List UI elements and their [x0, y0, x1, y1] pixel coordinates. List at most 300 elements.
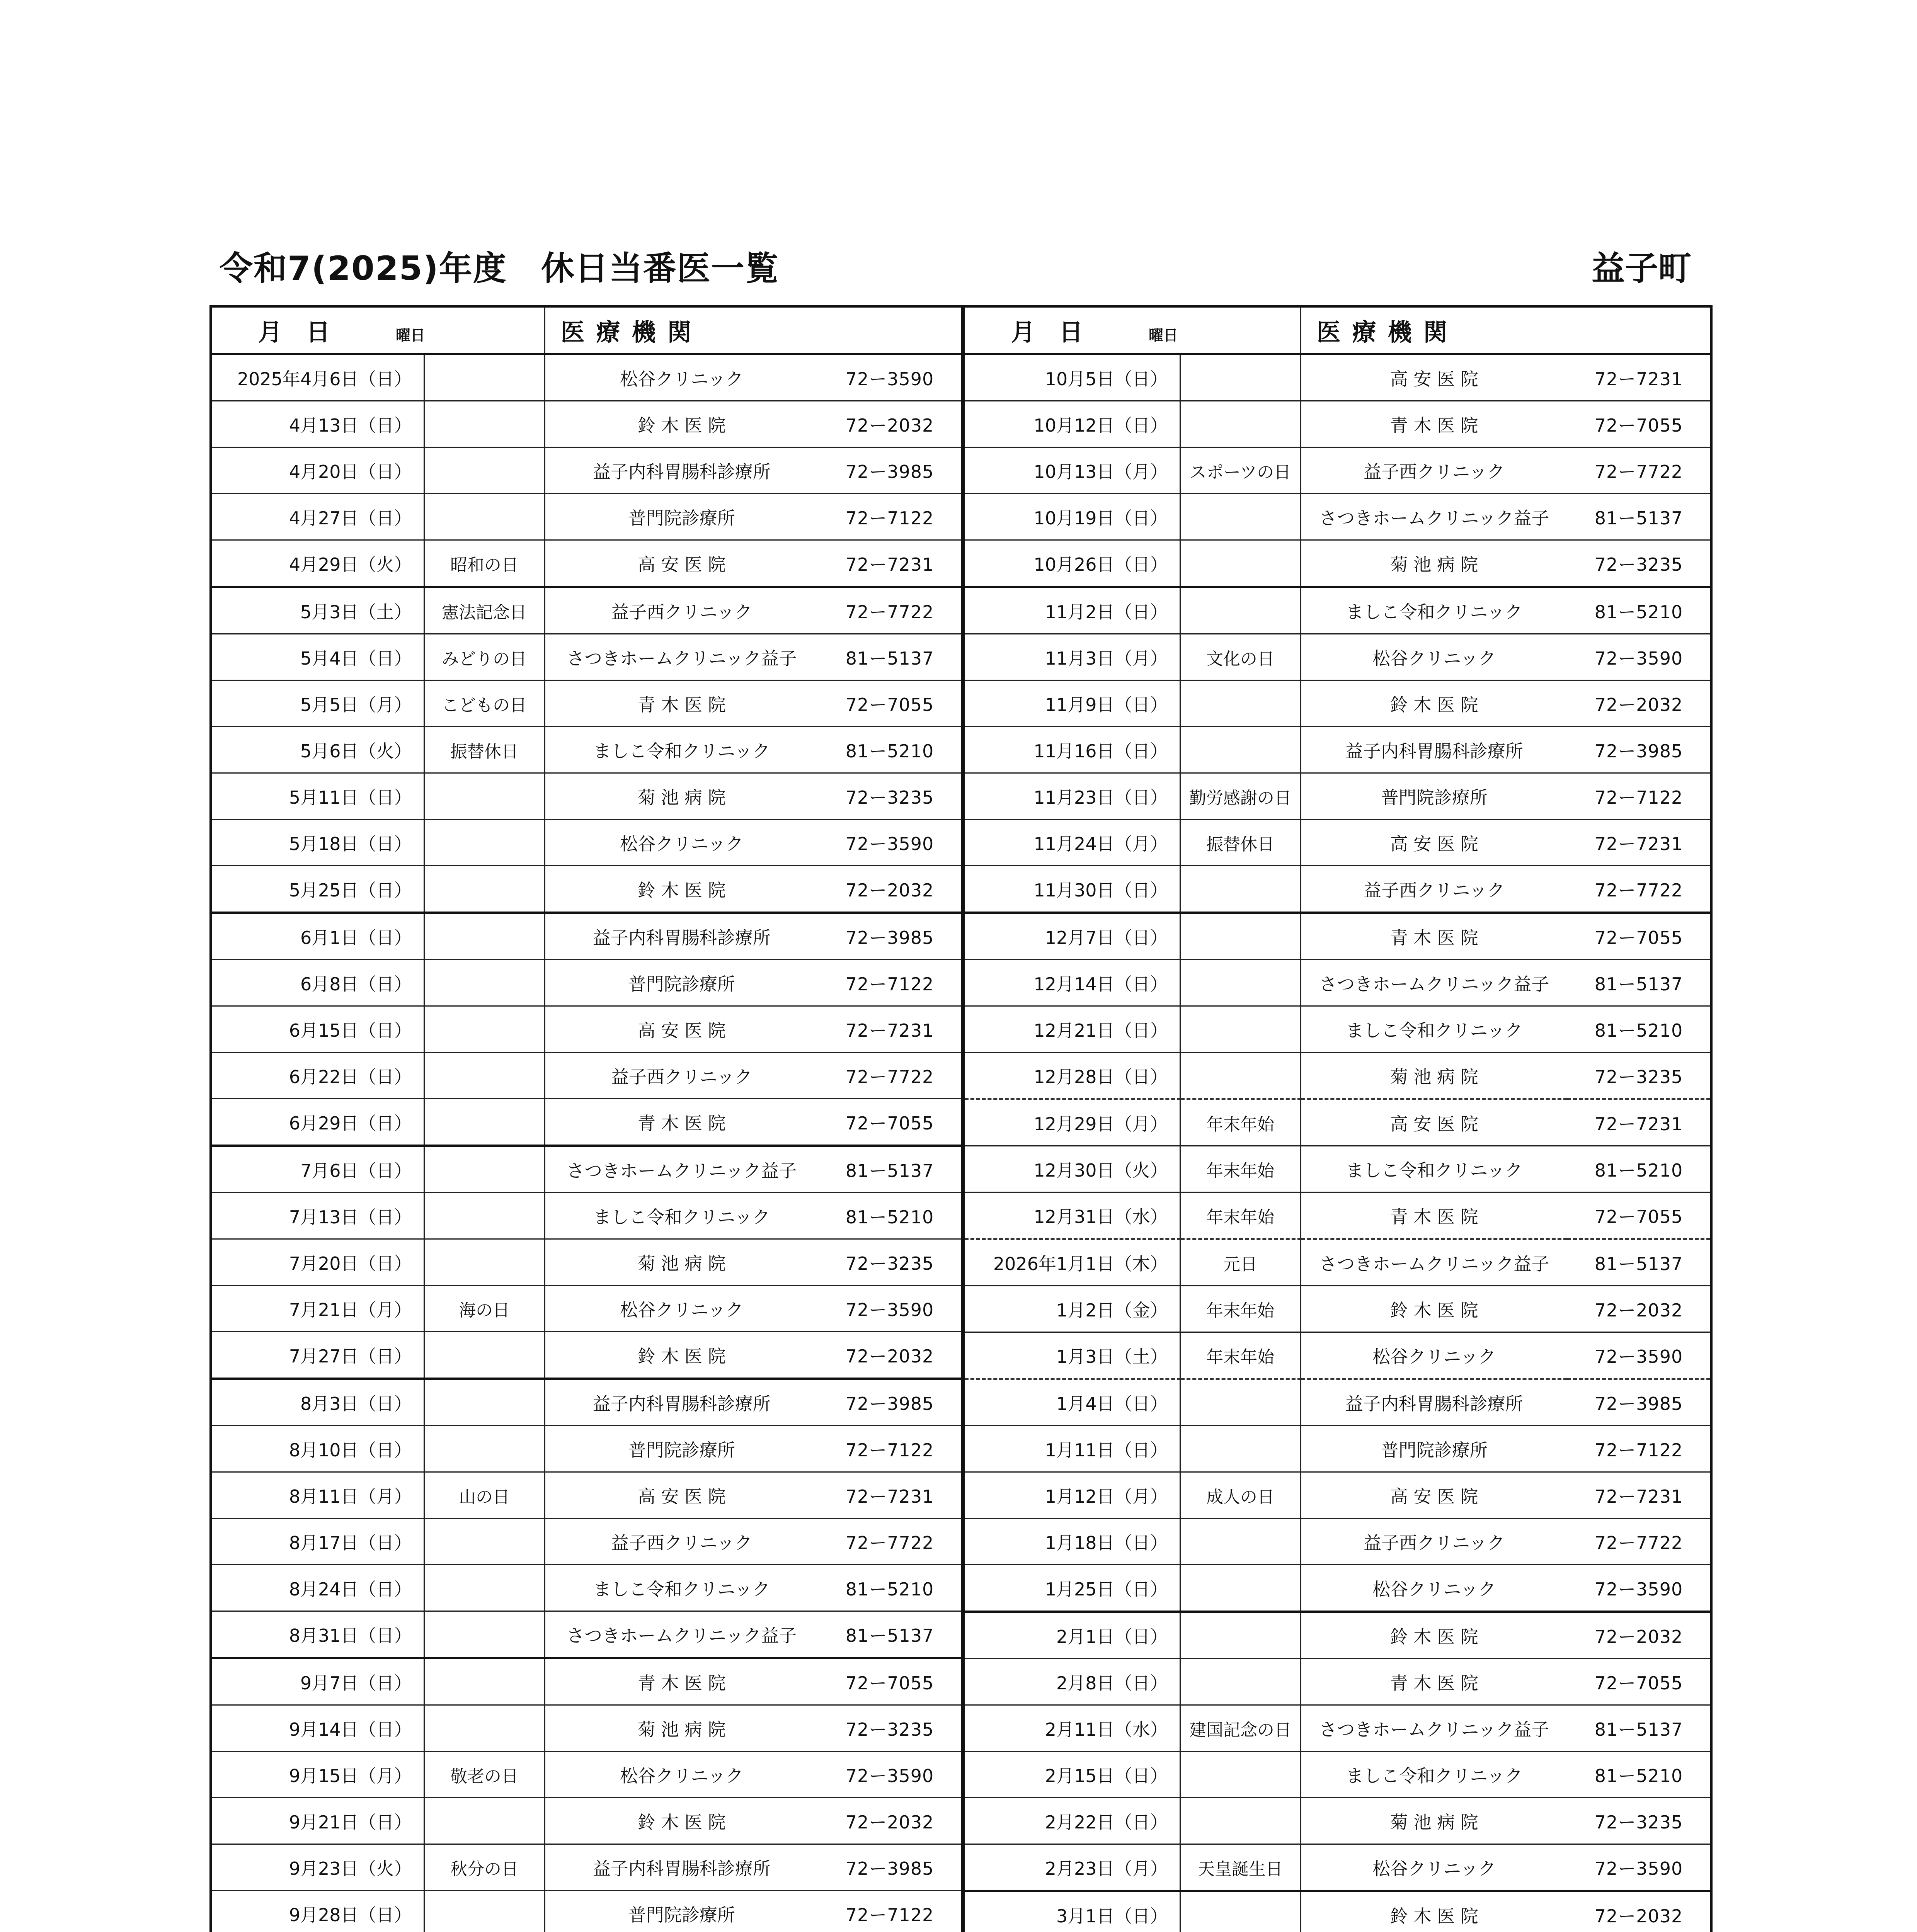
date-cell: 9月28日（日）	[211, 1891, 424, 1932]
holiday-cell: 年末年始	[1180, 1099, 1301, 1146]
tel-cell: 72ー2032	[1567, 1891, 1711, 1932]
tel-cell: 72ー3590	[818, 1752, 962, 1798]
table-row	[964, 494, 1711, 540]
tel-cell: 72ー2032	[818, 1332, 962, 1379]
table-row	[211, 1006, 962, 1053]
table-row	[964, 1426, 1711, 1472]
institution-cell: さつきホームクリニック益子	[545, 634, 818, 680]
institution-cell: 益子西クリニック	[1301, 1519, 1567, 1565]
tel-cell: 72ー3590	[818, 820, 962, 866]
institution-cell: 鈴 木 医 院	[545, 1332, 818, 1379]
institution-cell: 菊 池 病 院	[545, 773, 818, 820]
institution-cell: 青 木 医 院	[1301, 913, 1567, 960]
date-cell: 10月5日（日）	[964, 354, 1180, 401]
table-row	[964, 1659, 1711, 1705]
date-cell: 9月23日（火）	[211, 1844, 424, 1891]
table-row	[211, 1472, 962, 1519]
institution-cell: 普門院診療所	[545, 494, 818, 540]
institution-cell: ましこ令和クリニック	[545, 727, 818, 773]
holiday-cell	[1180, 1006, 1301, 1053]
date-cell: 7月6日（日）	[211, 1146, 424, 1193]
table-row	[211, 820, 962, 866]
table-row	[211, 1332, 962, 1379]
tel-cell: 72ー7122	[818, 960, 962, 1006]
tel-cell: 81ー5210	[1567, 1146, 1711, 1192]
tel-cell: 72ー3235	[1567, 540, 1711, 587]
date-cell: 5月6日（火）	[211, 727, 424, 773]
table-row	[964, 540, 1711, 587]
date-cell: 1月25日（日）	[964, 1565, 1180, 1612]
table-row	[964, 1146, 1711, 1192]
date-cell: 6月8日（日）	[211, 960, 424, 1006]
date-cell: 9月14日（日）	[211, 1705, 424, 1752]
institution-cell: 高 安 医 院	[545, 1472, 818, 1519]
holiday-cell: 憲法記念日	[424, 587, 545, 634]
holiday-cell	[424, 1426, 545, 1472]
date-cell: 1月4日（日）	[964, 1379, 1180, 1426]
table-row	[211, 1844, 962, 1891]
table-row	[964, 1752, 1711, 1798]
table-row	[964, 1472, 1711, 1519]
tel-cell: 72ー3985	[1567, 1379, 1711, 1426]
holiday-cell: 振替休日	[424, 727, 545, 773]
schedule-table-left	[209, 305, 964, 1932]
tel-cell: 72ー7231	[1567, 354, 1711, 401]
holiday-cell	[1180, 1612, 1301, 1659]
tel-cell: 72ー7231	[818, 1472, 962, 1519]
holiday-cell: 海の日	[424, 1286, 545, 1332]
institution-cell: さつきホームクリニック益子	[545, 1146, 818, 1193]
institution-cell: 益子西クリニック	[1301, 447, 1567, 494]
institution-cell: さつきホームクリニック益子	[1301, 1239, 1567, 1286]
tel-cell: 72ー7055	[1567, 913, 1711, 960]
holiday-cell	[424, 1332, 545, 1379]
table-row	[964, 1192, 1711, 1239]
holiday-cell	[1180, 401, 1301, 447]
table-row	[211, 1099, 962, 1146]
date-cell: 6月22日（日）	[211, 1053, 424, 1099]
date-cell: 11月24日（月）	[964, 820, 1180, 866]
institution-cell: 益子内科胃腸科診療所	[545, 1844, 818, 1891]
table-row	[211, 1239, 962, 1286]
holiday-cell	[424, 1193, 545, 1239]
date-cell: 3月1日（日）	[964, 1891, 1180, 1932]
town-name: 益子町	[1592, 249, 1691, 288]
table-row	[211, 540, 962, 587]
date-cell: 12月21日（日）	[964, 1006, 1180, 1053]
table-header-row	[211, 306, 962, 354]
table-row	[211, 680, 962, 727]
tel-cell: 81ー5137	[818, 1146, 962, 1193]
table-row	[211, 773, 962, 820]
tel-cell: 72ー7231	[1567, 1472, 1711, 1519]
holiday-cell	[424, 1146, 545, 1193]
holiday-cell	[1180, 727, 1301, 773]
holiday-cell: 天皇誕生日	[1180, 1844, 1301, 1891]
table-row	[964, 1053, 1711, 1099]
holiday-cell: みどりの日	[424, 634, 545, 680]
holiday-cell	[424, 1519, 545, 1565]
institution-cell: 普門院診療所	[1301, 1426, 1567, 1472]
holiday-cell	[1180, 1752, 1301, 1798]
header-month-day	[964, 306, 1301, 354]
institution-cell: 松谷クリニック	[1301, 1565, 1567, 1612]
tel-cell: 72ー7722	[818, 1053, 962, 1099]
tel-cell: 72ー3985	[818, 913, 962, 960]
institution-cell: 松谷クリニック	[1301, 1332, 1567, 1379]
institution-cell: 松谷クリニック	[545, 1286, 818, 1332]
table-row	[211, 1053, 962, 1099]
table-row	[964, 1705, 1711, 1752]
table-row	[964, 1798, 1711, 1844]
holiday-cell: 建国記念の日	[1180, 1705, 1301, 1752]
holiday-cell	[424, 1611, 545, 1658]
tel-cell: 81ー5137	[1567, 494, 1711, 540]
date-cell: 8月11日（月）	[211, 1472, 424, 1519]
holiday-cell	[424, 494, 545, 540]
holiday-cell	[1180, 1426, 1301, 1472]
date-cell: 11月30日（日）	[964, 866, 1180, 913]
tel-cell: 72ー3590	[818, 354, 962, 401]
tel-cell: 72ー7122	[818, 1426, 962, 1472]
date-cell: 11月2日（日）	[964, 587, 1180, 634]
tel-cell: 72ー3590	[818, 1286, 962, 1332]
institution-cell: ましこ令和クリニック	[545, 1565, 818, 1611]
holiday-cell	[424, 773, 545, 820]
tel-cell: 72ー7231	[1567, 820, 1711, 866]
table-row	[964, 1565, 1711, 1612]
table-row	[211, 401, 962, 447]
institution-cell: ましこ令和クリニック	[1301, 1006, 1567, 1053]
page-title: 令和7(2025)年度 休日当番医一覧	[220, 249, 779, 288]
date-cell: 2月8日（日）	[964, 1659, 1180, 1705]
holiday-cell	[424, 401, 545, 447]
table-row	[964, 447, 1711, 494]
date-cell: 2月11日（水）	[964, 1705, 1180, 1752]
table-row	[964, 680, 1711, 727]
holiday-cell	[424, 913, 545, 960]
institution-cell: ましこ令和クリニック	[545, 1193, 818, 1239]
date-cell: 4月20日（日）	[211, 447, 424, 494]
date-cell: 12月30日（火）	[964, 1146, 1180, 1192]
tel-cell: 72ー7122	[1567, 773, 1711, 820]
holiday-cell	[424, 1053, 545, 1099]
holiday-cell	[1180, 540, 1301, 587]
date-cell: 11月3日（月）	[964, 634, 1180, 680]
table-row	[211, 494, 962, 540]
holiday-cell: 年末年始	[1180, 1332, 1301, 1379]
holiday-cell	[1180, 1565, 1301, 1612]
table-row	[211, 1658, 962, 1705]
institution-cell: 高 安 医 院	[1301, 1472, 1567, 1519]
date-cell: 2月1日（日）	[964, 1612, 1180, 1659]
holiday-cell: 元日	[1180, 1239, 1301, 1286]
table-row	[211, 1519, 962, 1565]
holiday-cell: 成人の日	[1180, 1472, 1301, 1519]
table-row	[211, 1426, 962, 1472]
tel-cell: 81ー5137	[1567, 960, 1711, 1006]
table-row	[211, 913, 962, 960]
table-row	[964, 866, 1711, 913]
tel-cell: 81ー5210	[1567, 587, 1711, 634]
table-row	[211, 960, 962, 1006]
table-row	[211, 1286, 962, 1332]
tel-cell: 72ー3235	[1567, 1053, 1711, 1099]
holiday-cell	[424, 1658, 545, 1705]
date-cell: 4月29日（火）	[211, 540, 424, 587]
tel-cell: 81ー5137	[1567, 1705, 1711, 1752]
table-row	[964, 587, 1711, 634]
date-cell: 12月29日（月）	[964, 1099, 1180, 1146]
tel-cell: 72ー3235	[1567, 1798, 1711, 1844]
holiday-cell	[1180, 1891, 1301, 1932]
date-cell: 6月15日（日）	[211, 1006, 424, 1053]
date-cell: 4月27日（日）	[211, 494, 424, 540]
tel-cell: 72ー7055	[1567, 1659, 1711, 1705]
date-cell: 5月25日（日）	[211, 866, 424, 913]
table-row	[211, 1379, 962, 1426]
holiday-cell	[1180, 680, 1301, 727]
date-cell: 10月26日（日）	[964, 540, 1180, 587]
table-row	[211, 1752, 962, 1798]
date-cell: 5月5日（月）	[211, 680, 424, 727]
tel-cell: 72ー2032	[1567, 1612, 1711, 1659]
table-row	[964, 401, 1711, 447]
holiday-cell: 年末年始	[1180, 1146, 1301, 1192]
tel-cell: 81ー5137	[818, 1611, 962, 1658]
table-row	[964, 634, 1711, 680]
holiday-cell	[424, 447, 545, 494]
institution-cell: 益子内科胃腸科診療所	[545, 913, 818, 960]
table-row	[964, 1379, 1711, 1426]
holiday-cell	[424, 1099, 545, 1146]
institution-cell: 青 木 医 院	[545, 1658, 818, 1705]
institution-cell: 益子西クリニック	[545, 1519, 818, 1565]
holiday-cell	[424, 1379, 545, 1426]
tel-cell: 72ー7231	[818, 1006, 962, 1053]
institution-cell: 菊 池 病 院	[545, 1239, 818, 1286]
holiday-cell	[1180, 1659, 1301, 1705]
institution-cell: 松谷クリニック	[545, 1752, 818, 1798]
table-row	[211, 866, 962, 913]
table-row	[211, 1565, 962, 1611]
holiday-cell	[1180, 1379, 1301, 1426]
table-header-row	[964, 306, 1711, 354]
institution-cell: 松谷クリニック	[545, 820, 818, 866]
tel-cell: 72ー7231	[818, 540, 962, 587]
holiday-cell	[424, 1006, 545, 1053]
date-cell: 7月21日（月）	[211, 1286, 424, 1332]
holiday-cell	[424, 1565, 545, 1611]
date-cell: 10月13日（月）	[964, 447, 1180, 494]
tel-cell: 72ー7055	[818, 1658, 962, 1705]
tel-cell: 72ー3235	[818, 1705, 962, 1752]
table-row	[964, 1286, 1711, 1332]
table-row	[211, 447, 962, 494]
tel-cell: 72ー3985	[1567, 727, 1711, 773]
tel-cell: 81ー5210	[1567, 1006, 1711, 1053]
tel-cell: 72ー3985	[818, 1844, 962, 1891]
table-row	[964, 913, 1711, 960]
tel-cell: 72ー7722	[1567, 447, 1711, 494]
table-row	[964, 1612, 1711, 1659]
tel-cell: 81ー5210	[818, 1565, 962, 1611]
holiday-cell	[424, 1705, 545, 1752]
institution-cell: 益子西クリニック	[545, 587, 818, 634]
holiday-cell	[1180, 1519, 1301, 1565]
holiday-cell: 年末年始	[1180, 1192, 1301, 1239]
holiday-cell: 勤労感謝の日	[1180, 773, 1301, 820]
table-row	[964, 1519, 1711, 1565]
tel-cell: 72ー3985	[818, 1379, 962, 1426]
institution-cell: 普門院診療所	[1301, 773, 1567, 820]
date-cell: 12月7日（日）	[964, 913, 1180, 960]
institution-cell: 鈴 木 医 院	[545, 1798, 818, 1844]
holiday-cell	[1180, 960, 1301, 1006]
date-cell: 8月10日（日）	[211, 1426, 424, 1472]
institution-cell: 普門院診療所	[545, 1426, 818, 1472]
table-row	[964, 773, 1711, 820]
date-cell: 12月28日（日）	[964, 1053, 1180, 1099]
institution-cell: 松谷クリニック	[545, 354, 818, 401]
institution-cell: 青 木 医 院	[545, 680, 818, 727]
institution-cell: 益子内科胃腸科診療所	[1301, 727, 1567, 773]
institution-cell: 菊 池 病 院	[1301, 1798, 1567, 1844]
institution-cell: 高 安 医 院	[545, 540, 818, 587]
institution-cell: さつきホームクリニック益子	[1301, 1705, 1567, 1752]
header-month-day	[211, 306, 545, 354]
date-cell: 1月12日（月）	[964, 1472, 1180, 1519]
date-cell: 10月12日（日）	[964, 401, 1180, 447]
tel-cell: 72ー3590	[1567, 1844, 1711, 1891]
date-cell: 11月23日（日）	[964, 773, 1180, 820]
tel-cell: 72ー3590	[1567, 634, 1711, 680]
date-cell: 10月19日（日）	[964, 494, 1180, 540]
header-weekday-label: 曜日	[1149, 327, 1178, 344]
tel-cell: 72ー7055	[818, 1099, 962, 1146]
tel-cell: 72ー2032	[818, 866, 962, 913]
date-cell: 1月11日（日）	[964, 1426, 1180, 1472]
date-cell: 5月4日（日）	[211, 634, 424, 680]
table-row	[964, 1332, 1711, 1379]
date-cell: 2月15日（日）	[964, 1752, 1180, 1798]
institution-cell: 高 安 医 院	[1301, 354, 1567, 401]
institution-cell: 松谷クリニック	[1301, 1844, 1567, 1891]
table-row	[964, 1006, 1711, 1053]
institution-cell: 青 木 医 院	[1301, 1192, 1567, 1239]
holiday-cell	[424, 1798, 545, 1844]
date-cell: 8月24日（日）	[211, 1565, 424, 1611]
holiday-cell: 昭和の日	[424, 540, 545, 587]
tel-cell: 81ー5210	[818, 727, 962, 773]
holiday-cell	[1180, 1798, 1301, 1844]
holiday-cell	[1180, 1053, 1301, 1099]
table-row	[211, 587, 962, 634]
tel-cell: 72ー7122	[818, 1891, 962, 1932]
institution-cell: さつきホームクリニック益子	[1301, 494, 1567, 540]
table-row	[211, 354, 962, 401]
holiday-cell	[1180, 866, 1301, 913]
table-row	[211, 1146, 962, 1193]
institution-cell: 鈴 木 医 院	[1301, 680, 1567, 727]
tel-cell: 72ー7055	[818, 680, 962, 727]
institution-cell: ましこ令和クリニック	[1301, 1146, 1567, 1192]
holiday-cell	[1180, 354, 1301, 401]
table-row	[964, 1239, 1711, 1286]
institution-cell: 高 安 医 院	[1301, 820, 1567, 866]
date-cell: 1月18日（日）	[964, 1519, 1180, 1565]
table-row	[211, 727, 962, 773]
holiday-cell	[1180, 587, 1301, 634]
institution-cell: 高 安 医 院	[1301, 1099, 1567, 1146]
holiday-cell	[424, 1891, 545, 1932]
header-month-day-label: 月 日	[258, 318, 330, 346]
table-row	[964, 820, 1711, 866]
date-cell: 5月18日（日）	[211, 820, 424, 866]
institution-cell: 普門院診療所	[545, 960, 818, 1006]
tel-cell: 72ー7055	[1567, 401, 1711, 447]
table-row	[211, 1705, 962, 1752]
holiday-cell	[424, 866, 545, 913]
tel-cell: 72ー7722	[1567, 1519, 1711, 1565]
date-cell: 2026年1月1日（木）	[964, 1239, 1180, 1286]
holiday-cell: 振替休日	[1180, 820, 1301, 866]
header-weekday-label: 曜日	[396, 327, 426, 344]
holiday-cell: スポーツの日	[1180, 447, 1301, 494]
institution-cell: 鈴 木 医 院	[1301, 1286, 1567, 1332]
table-row	[964, 1099, 1711, 1146]
tel-cell: 81ー5210	[818, 1193, 962, 1239]
date-cell: 5月3日（土）	[211, 587, 424, 634]
date-cell: 8月31日（日）	[211, 1611, 424, 1658]
date-cell: 12月14日（日）	[964, 960, 1180, 1006]
table-row	[211, 1891, 962, 1932]
holiday-cell	[1180, 913, 1301, 960]
date-cell: 5月11日（日）	[211, 773, 424, 820]
date-cell: 1月3日（土）	[964, 1332, 1180, 1379]
table-row	[964, 727, 1711, 773]
holiday-cell: 年末年始	[1180, 1286, 1301, 1332]
table-row	[211, 1798, 962, 1844]
date-cell: 9月15日（月）	[211, 1752, 424, 1798]
tel-cell: 81ー5137	[1567, 1239, 1711, 1286]
institution-cell: 鈴 木 医 院	[1301, 1891, 1567, 1932]
date-cell: 1月2日（金）	[964, 1286, 1180, 1332]
tel-cell: 72ー2032	[818, 401, 962, 447]
date-cell: 2月22日（日）	[964, 1798, 1180, 1844]
date-cell: 7月13日（日）	[211, 1193, 424, 1239]
date-cell: 8月3日（日）	[211, 1379, 424, 1426]
tel-cell: 72ー2032	[1567, 1286, 1711, 1332]
holiday-cell: 敬老の日	[424, 1752, 545, 1798]
institution-cell: さつきホームクリニック益子	[1301, 960, 1567, 1006]
date-cell: 12月31日（水）	[964, 1192, 1180, 1239]
tel-cell: 72ー3590	[1567, 1332, 1711, 1379]
table-row	[964, 1844, 1711, 1891]
tel-cell: 72ー2032	[818, 1798, 962, 1844]
institution-cell: 益子西クリニック	[1301, 866, 1567, 913]
tel-cell: 72ー7722	[818, 1519, 962, 1565]
date-cell: 11月9日（日）	[964, 680, 1180, 727]
institution-cell: 菊 池 病 院	[1301, 1053, 1567, 1099]
institution-cell: 鈴 木 医 院	[545, 866, 818, 913]
institution-cell: 菊 池 病 院	[1301, 540, 1567, 587]
holiday-cell	[424, 1239, 545, 1286]
date-cell: 8月17日（日）	[211, 1519, 424, 1565]
tel-cell: 72ー7231	[1567, 1099, 1711, 1146]
tel-cell: 72ー7722	[818, 587, 962, 634]
holiday-cell	[424, 354, 545, 401]
